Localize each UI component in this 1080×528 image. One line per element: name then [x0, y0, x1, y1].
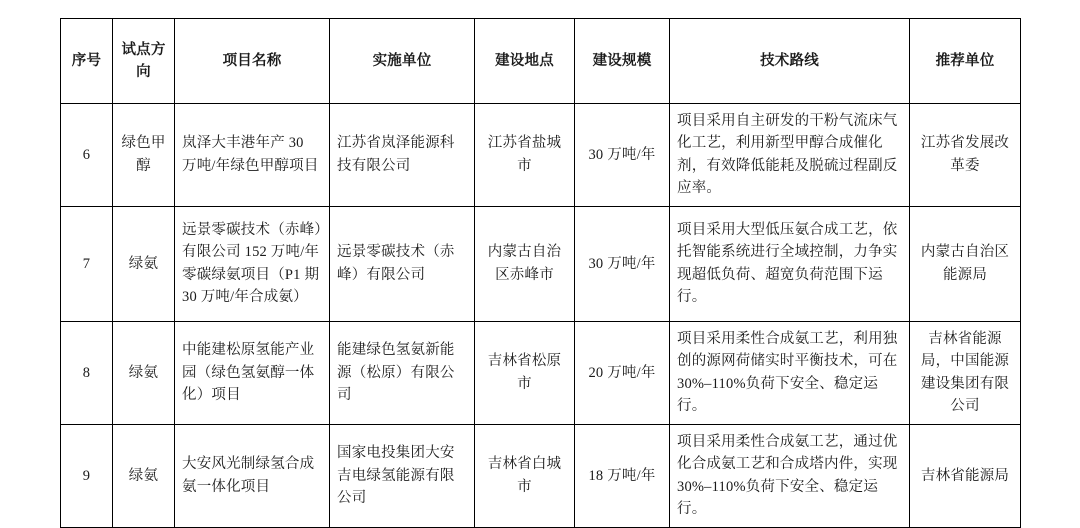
column-header-scale: 建设规模 [575, 19, 670, 104]
cell-unit: 远景零碳技术（赤峰）有限公司 [330, 206, 475, 321]
cell-project: 大安风光制绿氢合成氨一体化项目 [175, 424, 330, 527]
table-body [61, 104, 1021, 528]
cell-unit: 江苏省岚泽能源科技有限公司 [330, 104, 475, 207]
column-header-project: 项目名称 [175, 19, 330, 104]
column-header-place: 建设地点 [475, 19, 575, 104]
cell-recommender: 内蒙古自治区能源局 [910, 206, 1021, 321]
cell-scale: 30 万吨/年 [575, 104, 670, 207]
cell-tech: 项目采用柔性合成氨工艺，通过优化合成氨工艺和合成塔内件，实现 30%–110%负荷下安全、稳定运行。 [670, 424, 910, 527]
table-row [61, 104, 1021, 207]
cell-recommender: 吉林省能源局 [910, 424, 1021, 527]
cell-project: 中能建松原氢能产业园（绿色氢氨醇一体化）项目 [175, 321, 330, 424]
cell-scale: 20 万吨/年 [575, 321, 670, 424]
cell-recommender: 吉林省能源局，中国能源建设集团有限公司 [910, 321, 1021, 424]
cell-no: 9 [61, 424, 113, 527]
cell-tech: 项目采用柔性合成氨工艺，利用独创的源网荷储实时平衡技术，可在 30%–110%负荷下安全、稳定运行。 [670, 321, 910, 424]
cell-place: 内蒙古自治区赤峰市 [475, 206, 575, 321]
cell-direction: 绿氨 [113, 424, 175, 527]
cell-place: 吉林省白城市 [475, 424, 575, 527]
cell-recommender: 江苏省发展改革委 [910, 104, 1021, 207]
cell-tech: 项目采用大型低压氨合成工艺，依托智能系统进行全域控制，力争实现超低负荷、超宽负荷范围下运行。 [670, 206, 910, 321]
table-header [61, 19, 1021, 104]
column-header-unit: 实施单位 [330, 19, 475, 104]
cell-project: 岚泽大丰港年产 30 万吨/年绿色甲醇项目 [175, 104, 330, 207]
cell-scale: 30 万吨/年 [575, 206, 670, 321]
cell-tech: 项目采用自主研发的干粉气流床气化工艺，利用新型甲醇合成催化剂，有效降低能耗及脱硫过程副反应率。 [670, 104, 910, 207]
column-header-no: 序号 [61, 19, 113, 104]
column-header-tech: 技术路线 [670, 19, 910, 104]
cell-no: 6 [61, 104, 113, 207]
cell-place: 江苏省盐城市 [475, 104, 575, 207]
cell-direction: 绿色甲醇 [113, 104, 175, 207]
cell-scale: 18 万吨/年 [575, 424, 670, 527]
table-row [61, 321, 1021, 424]
column-header-direction: 试点方向 [113, 19, 175, 104]
column-header-recommender: 推荐单位 [910, 19, 1021, 104]
table-header-row [61, 19, 1021, 104]
pilot-projects-table [60, 18, 1021, 528]
cell-place: 吉林省松原市 [475, 321, 575, 424]
table-row [61, 206, 1021, 321]
cell-no: 8 [61, 321, 113, 424]
cell-unit: 能建绿色氢氨新能源（松原）有限公司 [330, 321, 475, 424]
cell-project: 远景零碳技术（赤峰）有限公司 152 万吨/年零碳绿氨项目（P1 期 30 万吨/年合成氨） [175, 206, 330, 321]
cell-unit: 国家电投集团大安吉电绿氢能源有限公司 [330, 424, 475, 527]
table-row [61, 424, 1021, 527]
cell-direction: 绿氨 [113, 206, 175, 321]
cell-direction: 绿氨 [113, 321, 175, 424]
cell-no: 7 [61, 206, 113, 321]
